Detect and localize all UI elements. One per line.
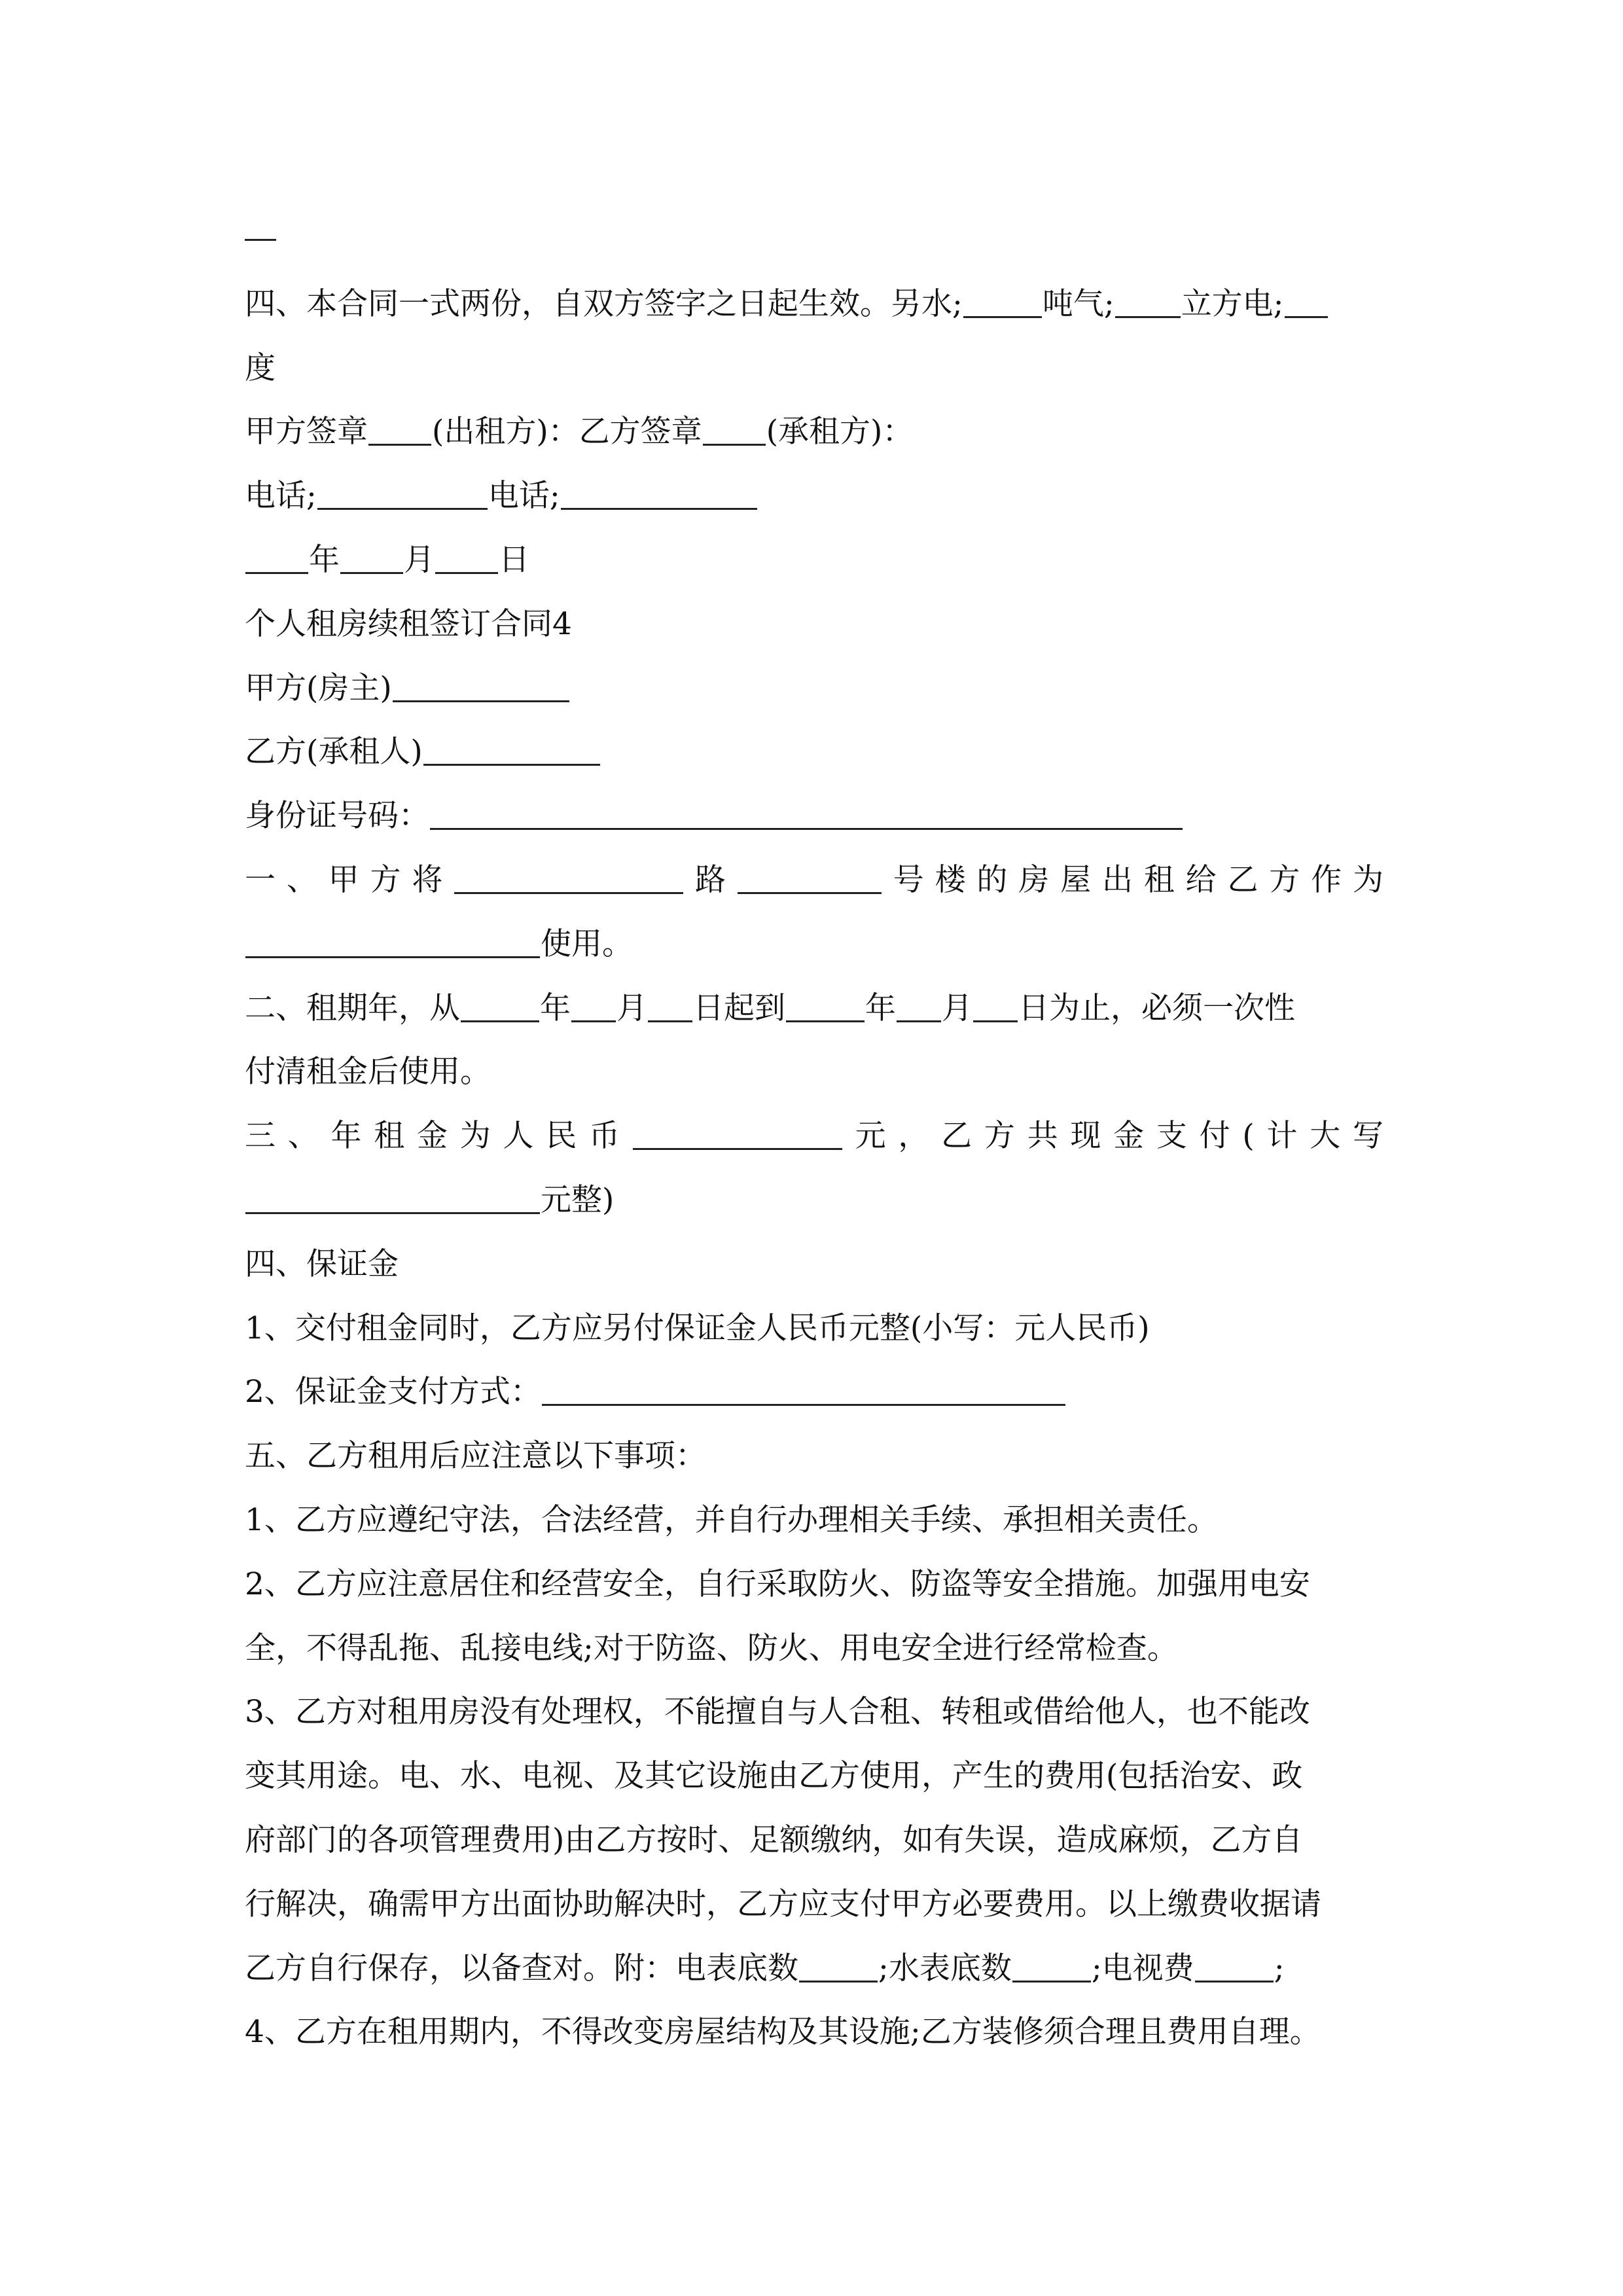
blank-year[interactable] [245, 542, 308, 574]
blank-electric-meter[interactable] [799, 1950, 878, 1982]
text: 四、本合同一式两份，自双方签字之日起生效。另水; [245, 285, 963, 322]
blank-payment-method[interactable] [542, 1374, 1065, 1406]
blank-party-a-signature[interactable] [368, 414, 431, 446]
clause-two-line-2 [245, 1040, 1383, 1104]
phone-line [245, 464, 1383, 528]
text: 日起到 [693, 990, 785, 1026]
text: 个人租房续租签订合同4 [245, 605, 572, 642]
text: (承租方)： [766, 414, 914, 450]
text: ;水表底数 [878, 1950, 1012, 1986]
text: 元，乙方共现金支付(计大写 [842, 1118, 1383, 1155]
blank-building[interactable] [738, 862, 882, 894]
text: 1、交付租金同时，乙方应另付保证金人民币元整(小写：元人民币) [245, 1310, 1150, 1346]
blank-party-b-signature[interactable] [703, 414, 766, 446]
clause-one-line-1 [245, 848, 1383, 912]
contract-title [245, 592, 1383, 656]
text: 3、乙方对租用房没有处理权，不能擅自与人合租、转租或借给他人，也不能改 [245, 1694, 1310, 1731]
blank-gas[interactable] [1115, 286, 1181, 318]
clause-five-item-4 [245, 2000, 1383, 2064]
text: 行解决，确需甲方出面协助解决时，乙方应支付甲方必要费用。以上缴费收据请 [245, 1886, 1321, 1922]
blank-end-year[interactable] [786, 990, 865, 1022]
signature-line [245, 400, 1383, 464]
blank-start-day[interactable] [648, 990, 692, 1022]
text: ;电视费 [1091, 1950, 1194, 1986]
blank-water-meter[interactable] [1012, 1950, 1091, 1982]
text: 年 [540, 990, 571, 1026]
blank-day[interactable] [435, 542, 498, 574]
text: 府部门的各项管理费用)由乙方按时、足额缴纳，如有失误，造成麻烦，乙方自 [245, 1821, 1303, 1858]
clause-four-heading [245, 1232, 1383, 1297]
clause-five-item-3-line-1 [245, 1680, 1383, 1744]
text: 吨气; [1042, 285, 1115, 322]
text: ; [1274, 1950, 1285, 1986]
text: 日 [499, 541, 529, 578]
text: 付清租金后使用。 [245, 1054, 491, 1090]
clause-five-item-1 [245, 1488, 1383, 1552]
deposit-item-2 [245, 1360, 1383, 1424]
blank-rent-uppercase[interactable] [245, 1182, 540, 1214]
text: 三、年租金为人民币 [245, 1118, 632, 1155]
text: 2、保证金支付方式： [245, 1374, 541, 1410]
text: 元整) [541, 1181, 615, 1218]
blank-end-month[interactable] [897, 990, 941, 1022]
clause-five-item-3-line-4 [245, 1873, 1383, 1937]
text: 号楼的房屋出租给乙方作为 [882, 861, 1383, 898]
text: 年 [865, 990, 896, 1026]
blank-purpose[interactable] [245, 926, 540, 958]
clause-one-line-2 [245, 912, 1383, 977]
text: 五、乙方租用后应注意以下事项： [245, 1438, 706, 1475]
blank-road[interactable] [454, 862, 683, 894]
clause-three-line-1 [245, 1104, 1383, 1168]
clause-five-item-3-line-2 [245, 1744, 1383, 1808]
text: 路 [684, 861, 737, 898]
text: 四、保证金 [245, 1246, 399, 1282]
date-line [245, 528, 1383, 592]
clause-five-item-3-line-3 [245, 1808, 1383, 1873]
blank-annual-rent[interactable] [633, 1118, 842, 1150]
text: 乙方(承租人) [245, 734, 423, 770]
clause-two-line-1 [245, 977, 1383, 1041]
text: 甲方签章 [245, 414, 368, 450]
text: 日为止，必须一次性 [1018, 990, 1295, 1026]
text: 月 [942, 990, 972, 1026]
text: 全，不得乱拖、乱接电线;对于防盗、防火、用电安全进行经常检查。 [245, 1630, 1178, 1666]
text: 4、乙方在租用期内，不得改变房屋结构及其设施;乙方装修须合理且费用自理。 [245, 2014, 1321, 2051]
text: 月 [404, 541, 435, 578]
text: 身份证号码： [245, 798, 429, 834]
blank-phone-b[interactable] [561, 478, 757, 510]
party-a-line [245, 656, 1383, 721]
blank-water[interactable] [963, 286, 1042, 318]
text: 月 [616, 990, 647, 1026]
blank-tenant[interactable] [423, 734, 600, 766]
blank-tv-fee[interactable] [1195, 1950, 1274, 1982]
clause-five-item-2-line-2 [245, 1617, 1383, 1681]
text: 电话; [488, 478, 560, 514]
clause-four-effective [245, 272, 1383, 336]
text: 二、租期年，从 [245, 990, 460, 1026]
text: 变其用途。电、水、电视、及其它设施由乙方使用，产生的费用(包括治安、政 [245, 1758, 1303, 1795]
clause-five-item-3-line-5 [245, 1937, 1383, 2001]
clause-five-heading [245, 1424, 1383, 1488]
text: 年 [309, 541, 340, 578]
blank-id-number[interactable] [430, 798, 1183, 830]
blank-electricity[interactable] [1285, 286, 1328, 318]
contract-text [245, 208, 1383, 2064]
party-b-line [245, 720, 1383, 784]
text: 乙方自行保存，以备查对。附：电表底数 [245, 1950, 798, 1986]
deposit-item-1 [245, 1297, 1383, 1361]
blank-end-day[interactable] [973, 990, 1018, 1022]
blank-start-year[interactable] [461, 990, 539, 1022]
text: 1、乙方应遵纪守法，合法经营，并自行办理相关手续、承担相关责任。 [245, 1501, 1218, 1538]
text: 2、乙方应注意居住和经营安全，自行采取防火、防盗等安全措施。加强用电安 [245, 1566, 1310, 1602]
text: 度 [245, 350, 276, 386]
blank-landlord[interactable] [393, 670, 569, 702]
blank-start-month[interactable] [571, 990, 616, 1022]
text: 立方电; [1181, 285, 1284, 322]
text: 电话; [245, 478, 317, 514]
continuation-dash [245, 208, 1383, 272]
dash-mark [245, 217, 276, 241]
text: 甲方(房主) [245, 670, 392, 706]
text: 一、甲方将 [245, 861, 454, 898]
text: 使用。 [541, 925, 633, 962]
clause-five-item-2-line-1 [245, 1552, 1383, 1617]
id-number-line [245, 784, 1383, 848]
unit-line [245, 336, 1383, 401]
text: (出租方)：乙方签章 [432, 414, 702, 450]
clause-three-line-2 [245, 1168, 1383, 1232]
blank-phone-a[interactable] [317, 478, 488, 510]
blank-month[interactable] [340, 542, 403, 574]
